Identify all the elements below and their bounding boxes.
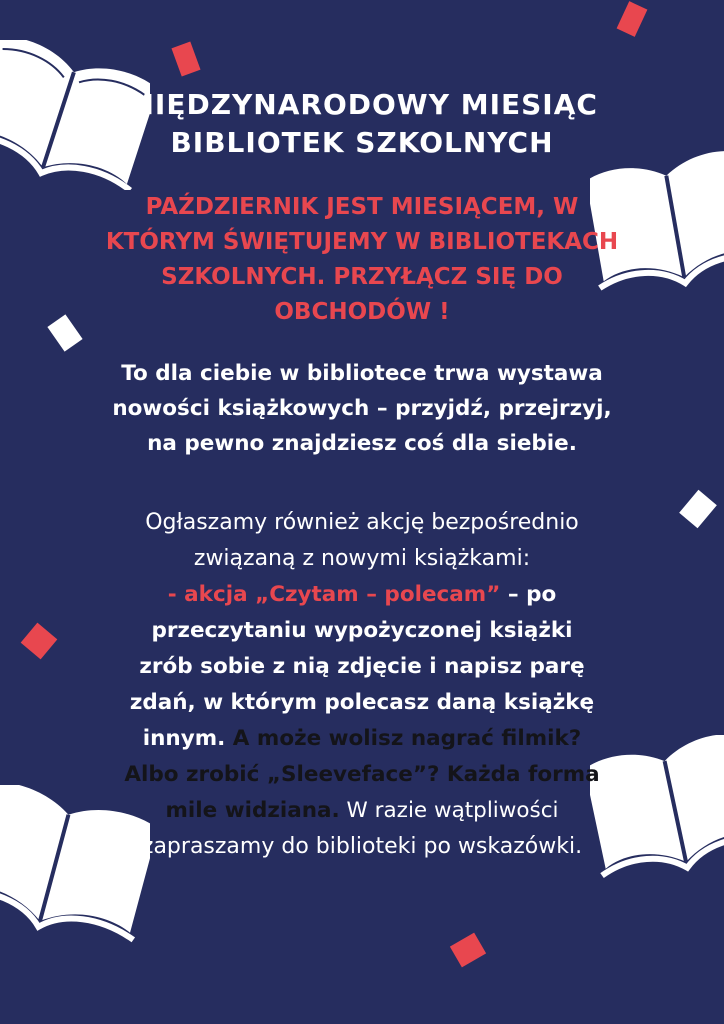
poster-subtitle (0, 190, 724, 330)
body-line: zdań, w którym polecasz daną książkę (129, 690, 595, 715)
intro-line: nowości książkowych – przyjdź, przejrzyj, (112, 396, 612, 421)
body-text-bold: – po (500, 582, 557, 607)
title-line: MIĘDZYNARODOWY MIESIĄC (126, 88, 598, 121)
intro-line: To dla ciebie w bibliotece trwa wystawa (121, 361, 603, 386)
body-line: Ogłaszamy również akcję bezpośrednio (145, 510, 579, 535)
body-line: zrób sobie z nią zdjęcie i napisz parę (139, 654, 585, 679)
body-line (0, 577, 724, 613)
body-paragraph (0, 505, 724, 865)
confetti-red (617, 1, 648, 37)
body-text-dark: mile widziana. (165, 798, 340, 823)
body-line: przeczytaniu wypożyczonej książki (151, 618, 573, 643)
intro-line: na pewno znajdziesz coś dla siebie. (147, 431, 577, 456)
body-text-bold: innym. (142, 726, 233, 751)
body-line: związaną z nowymi książkami: (193, 546, 531, 571)
subtitle-line: KTÓRYM ŚWIĘTUJEMY W BIBLIOTEKACH (105, 229, 619, 255)
poster-title (0, 86, 724, 162)
body-line (0, 793, 724, 829)
confetti-red (171, 41, 200, 76)
body-line (0, 721, 724, 757)
body-line: Albo zrobić „Sleeveface”? Każda forma (124, 762, 600, 787)
subtitle-line: OBCHODÓW ! (274, 299, 450, 325)
body-line: zapraszamy do biblioteki po wskazówki. (141, 834, 583, 859)
body-text-light: W razie wątpliwości (339, 798, 559, 823)
intro-paragraph (0, 356, 724, 461)
confetti-red (450, 933, 486, 968)
subtitle-line: SZKOLNYCH. PRZYŁĄCZ SIĘ DO (161, 264, 563, 290)
campaign-name: - akcja „Czytam – polecam” (167, 582, 501, 607)
body-text-dark: A może wolisz nagrać filmik? (232, 726, 582, 751)
title-line: BIBLIOTEK SZKOLNYCH (170, 126, 554, 159)
subtitle-line: PAŹDZIERNIK JEST MIESIĄCEM, W (145, 194, 579, 220)
